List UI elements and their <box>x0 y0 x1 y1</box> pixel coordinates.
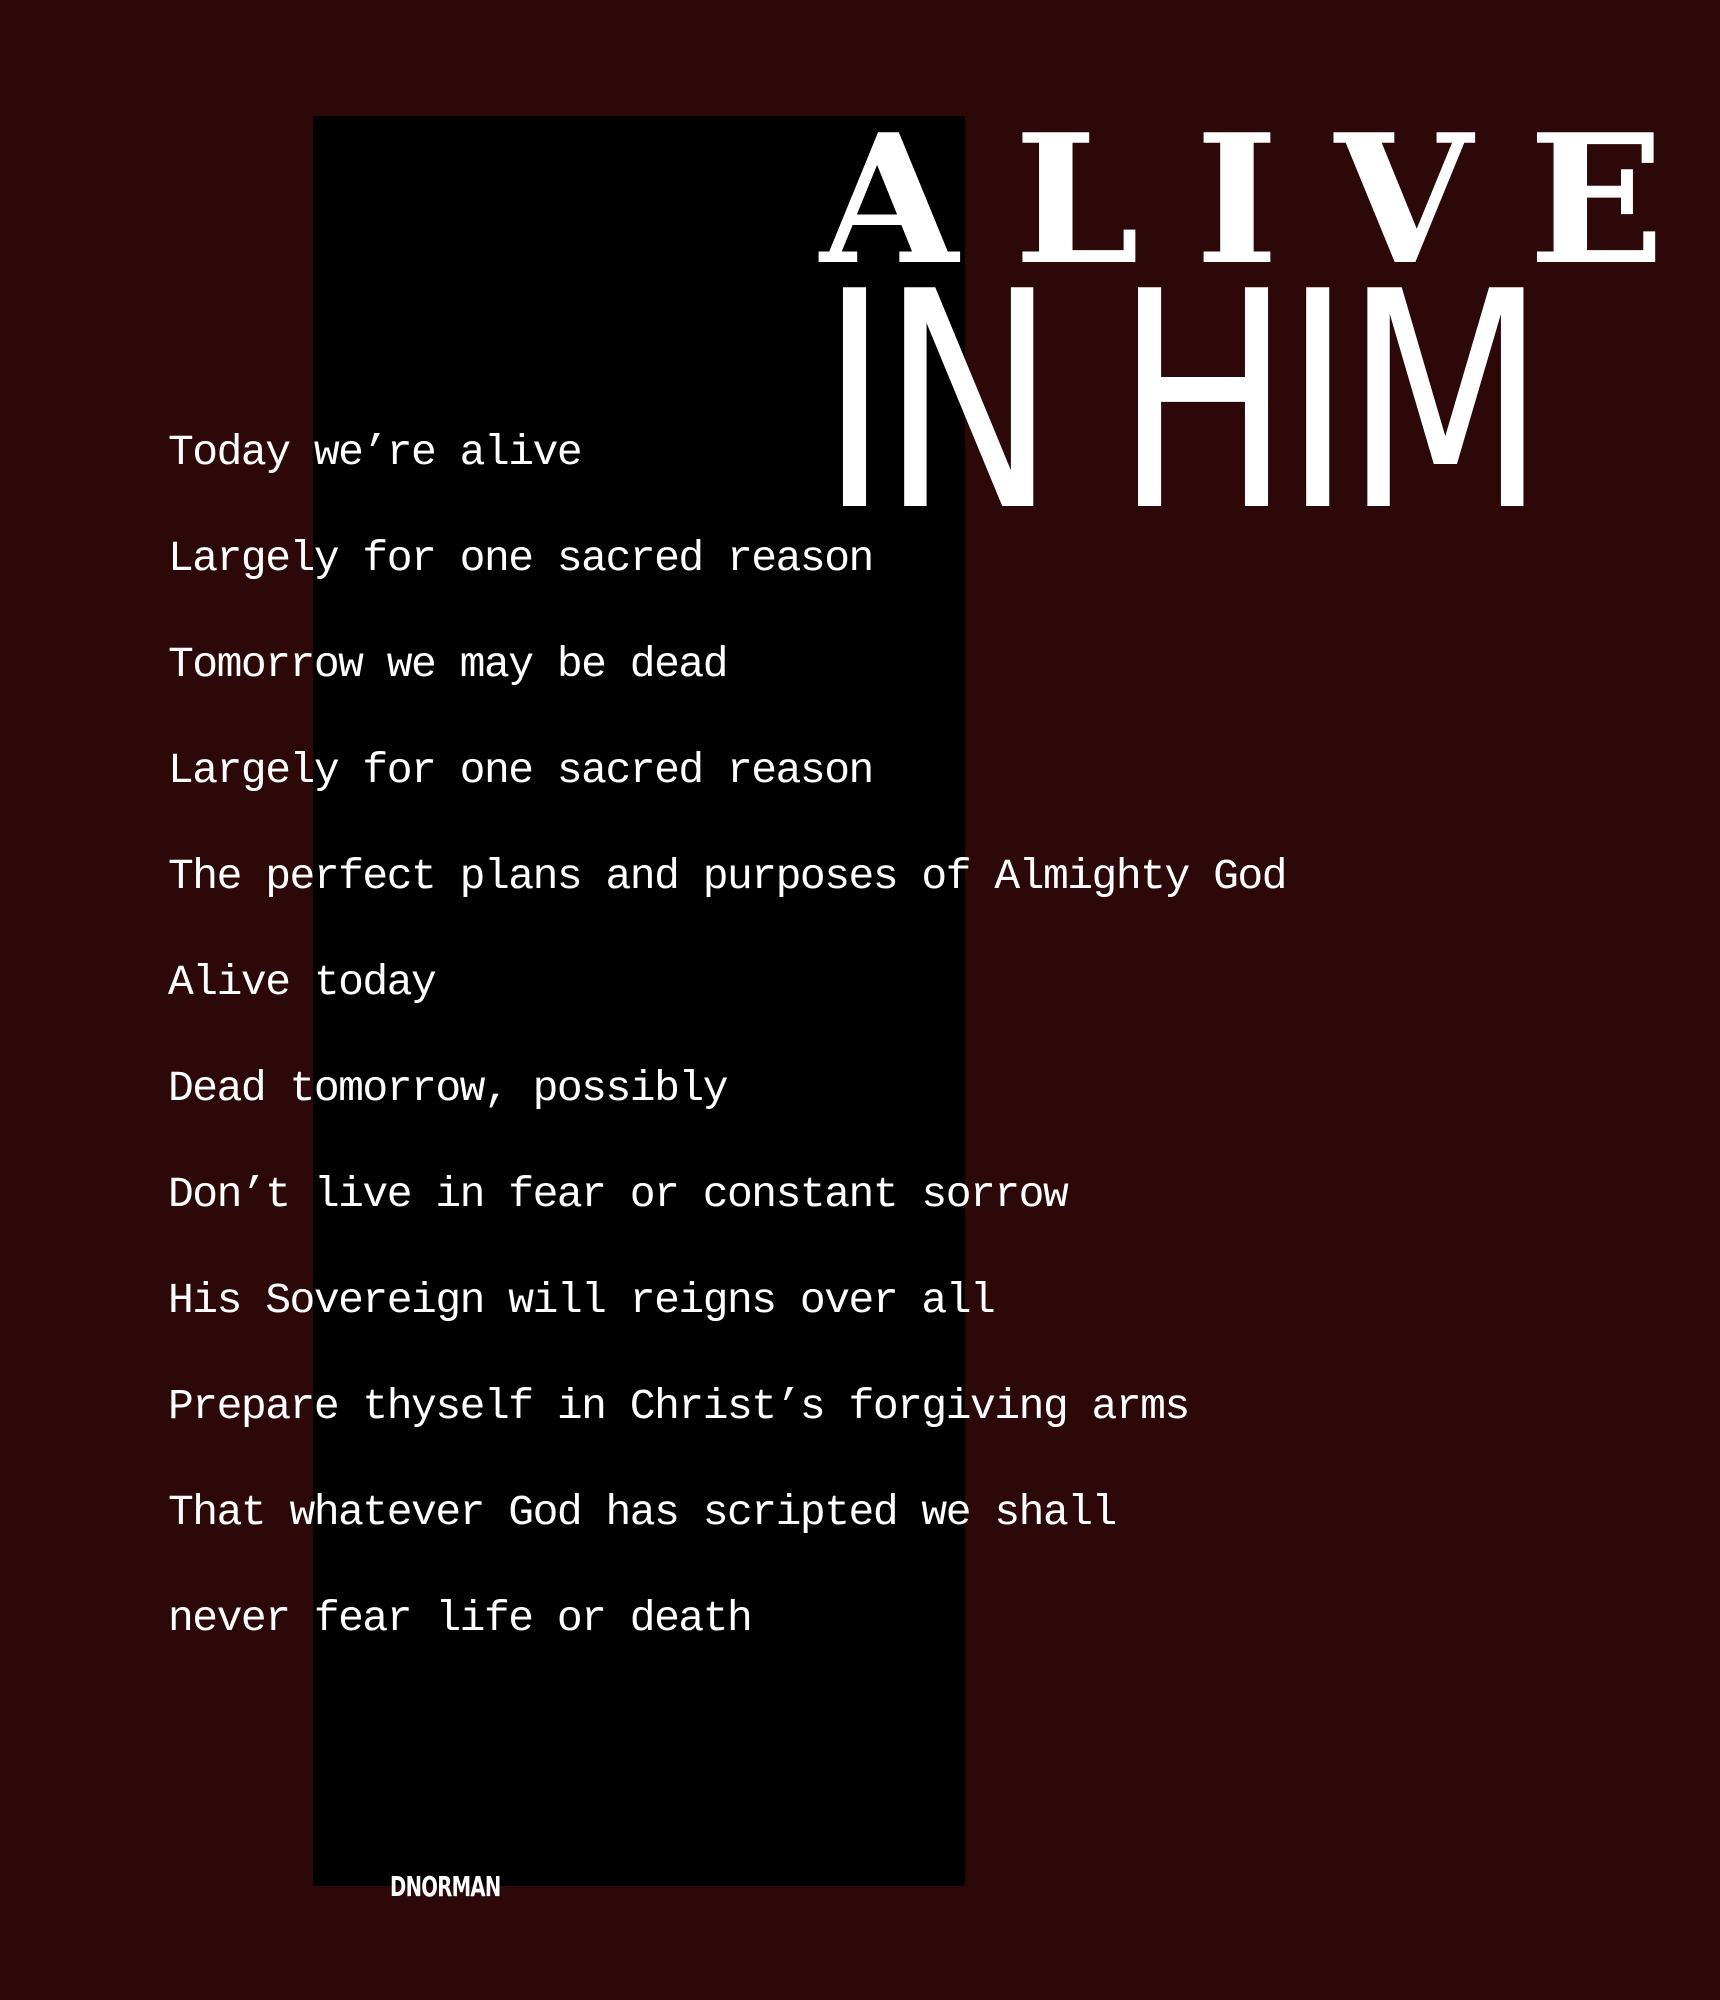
signature: DNORMAN <box>390 1870 501 1903</box>
poem-line-6: Alive today <box>168 958 436 1007</box>
poem-line-8: Don’t live in fear or constant sorrow <box>168 1170 1068 1219</box>
poem-line-7: Dead tomorrow, possibly <box>168 1064 727 1113</box>
poem-line-4: Largely for one sacred reason <box>168 746 873 795</box>
poem-line-10: Prepare thyself in Christ’s forgiving arms <box>168 1382 1189 1431</box>
title-alive: ALIVE <box>820 95 1720 304</box>
poem-line-2: Largely for one sacred reason <box>168 534 873 583</box>
poem-line-11: That whatever God has scripted we shall <box>168 1488 1116 1537</box>
poem-line-1: Today we’re alive <box>168 428 582 477</box>
poem-line-5: The perfect plans and purposes of Almighty God <box>168 852 1286 901</box>
poem-line-12: never fear life or death <box>168 1594 752 1643</box>
poem-line-3: Tomorrow we may be dead <box>168 640 727 689</box>
poem <box>168 425 1368 1697</box>
title-in-him: IN HIM <box>820 228 1539 577</box>
poem-line-9: His Sovereign will reigns over all <box>168 1276 995 1325</box>
